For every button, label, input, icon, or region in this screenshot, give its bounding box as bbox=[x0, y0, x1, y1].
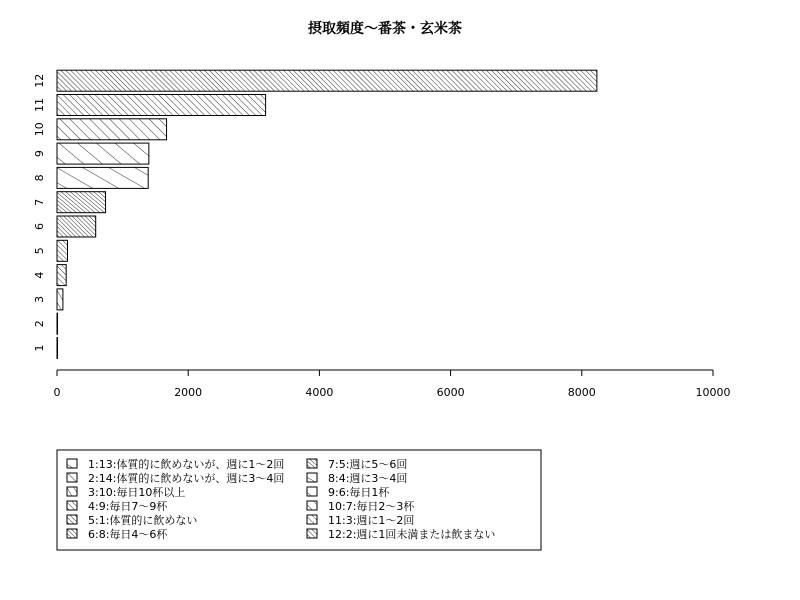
bar-11 bbox=[57, 95, 266, 116]
legend-swatch bbox=[307, 459, 317, 468]
y-tick-label: 9 bbox=[33, 150, 46, 158]
legend-entry: 9:6:毎日1杯 bbox=[328, 486, 390, 499]
y-tick-label: 6 bbox=[33, 223, 46, 230]
x-tick-label: 2000 bbox=[174, 386, 203, 399]
legend-swatch bbox=[67, 529, 77, 538]
bar-10 bbox=[57, 119, 167, 140]
bar-12 bbox=[57, 70, 597, 91]
bar-1 bbox=[57, 338, 58, 359]
legend-entry: 4:9:毎日7〜9杯 bbox=[88, 500, 168, 513]
legend-entry: 6:8:毎日4〜6杯 bbox=[88, 528, 168, 541]
x-tick-label: 0 bbox=[53, 386, 61, 399]
legend-swatch bbox=[67, 515, 77, 524]
y-tick-label: 11 bbox=[33, 98, 46, 112]
y-tick-label: 4 bbox=[33, 271, 46, 279]
y-tick-label: 10 bbox=[33, 122, 46, 137]
legend-swatch bbox=[307, 501, 317, 510]
y-tick-label: 5 bbox=[33, 247, 46, 255]
x-tick-label: 10000 bbox=[695, 386, 731, 399]
bar-6 bbox=[57, 216, 96, 237]
legend-entry: 3:10:毎日10杯以上 bbox=[88, 486, 186, 499]
y-tick-label: 1 bbox=[33, 344, 46, 352]
legend-entry: 2:14:体質的に飲めないが、週に3〜4回 bbox=[88, 472, 285, 485]
bars bbox=[57, 70, 597, 358]
y-tick-label: 3 bbox=[33, 295, 46, 303]
bar-7 bbox=[57, 192, 106, 213]
legend-entry: 7:5:週に5〜6回 bbox=[328, 458, 408, 471]
legend-entry: 8:4:週に3〜4回 bbox=[328, 472, 408, 485]
legend-entry: 12:2:週に1回未満または飲まない bbox=[328, 528, 496, 541]
legend-swatch bbox=[67, 487, 77, 496]
bar-8 bbox=[57, 167, 148, 188]
y-tick-label: 7 bbox=[33, 198, 46, 206]
y-tick-label: 8 bbox=[33, 174, 46, 182]
y-tick-label: 12 bbox=[33, 73, 46, 88]
x-tick-label: 6000 bbox=[436, 386, 465, 399]
bar-9 bbox=[57, 143, 149, 164]
legend bbox=[57, 450, 541, 550]
y-tick-label: 2 bbox=[33, 320, 46, 328]
legend-swatch bbox=[307, 529, 317, 538]
bar-4 bbox=[57, 265, 66, 286]
legend-entry: 1:13:体質的に飲めないが、週に1〜2回 bbox=[88, 458, 285, 471]
bar-5 bbox=[57, 240, 67, 261]
legend-swatch bbox=[307, 515, 317, 524]
legend-entry: 5:1:体質的に飲めない bbox=[88, 514, 198, 527]
legend-entry: 10:7:毎日2〜3杯 bbox=[328, 500, 415, 513]
legend-swatch bbox=[307, 487, 317, 496]
bar-3 bbox=[57, 289, 63, 310]
legend-swatch bbox=[67, 459, 77, 468]
x-axis bbox=[54, 370, 731, 399]
x-tick-label: 4000 bbox=[305, 386, 334, 399]
bar-2 bbox=[57, 313, 58, 334]
legend-swatch bbox=[67, 501, 77, 510]
legend-swatch bbox=[67, 473, 77, 482]
legend-entry: 11:3:週に1〜2回 bbox=[328, 514, 415, 527]
legend-swatch bbox=[307, 473, 317, 482]
y-axis bbox=[33, 74, 46, 352]
x-tick-label: 8000 bbox=[567, 386, 596, 399]
chart-title: 摂取頻度〜番茶・玄米茶 bbox=[308, 21, 462, 37]
